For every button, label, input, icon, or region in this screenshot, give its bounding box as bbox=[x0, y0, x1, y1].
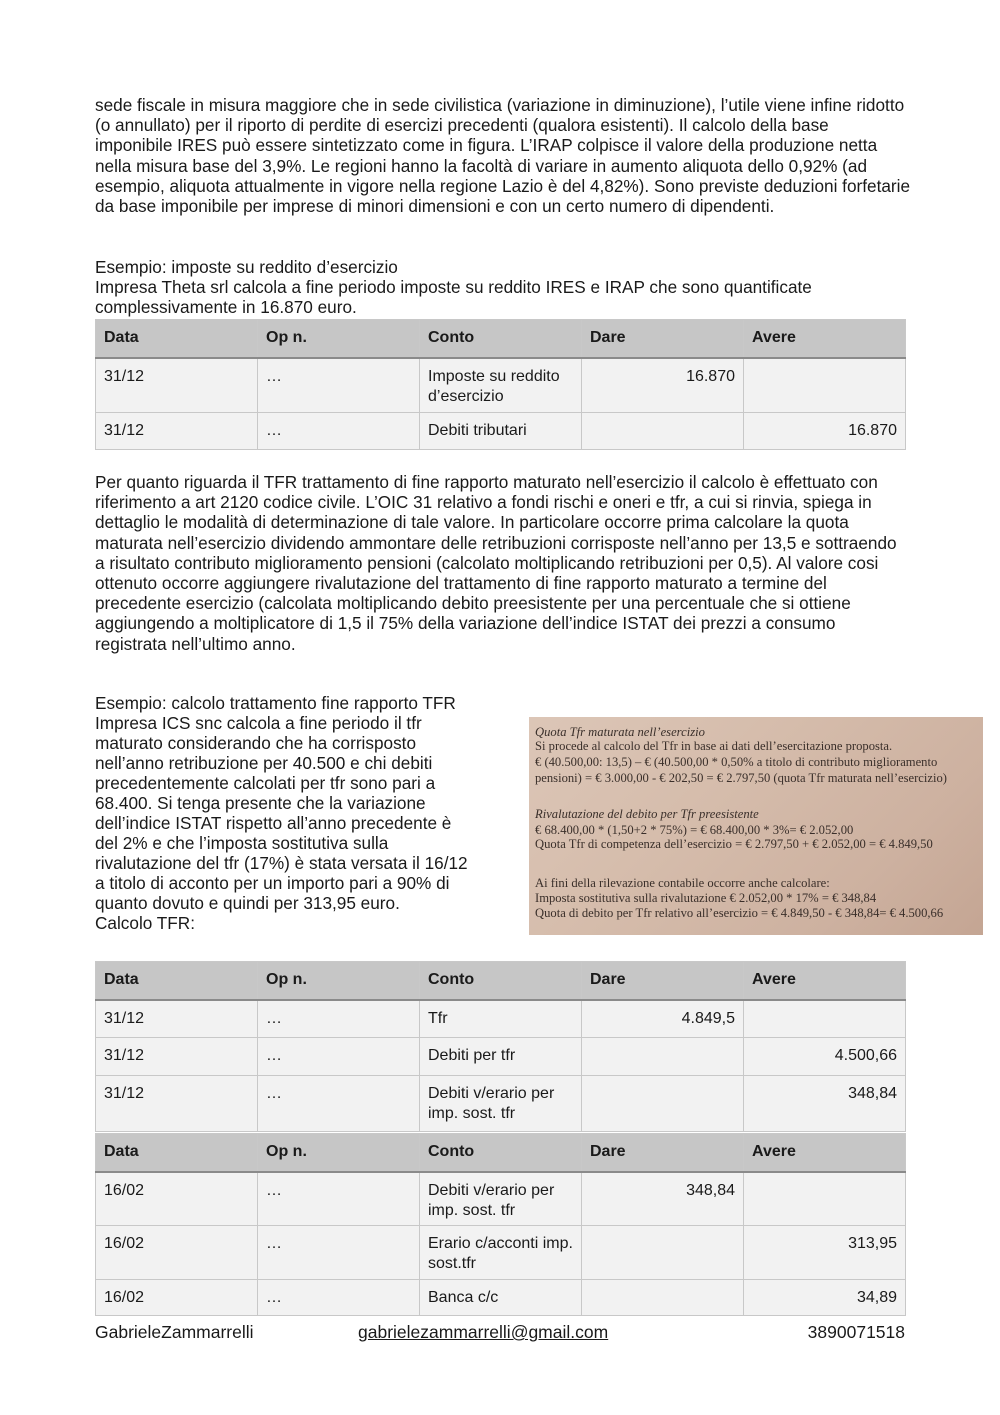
table-row bbox=[96, 1038, 906, 1076]
cell-op: … bbox=[258, 1226, 420, 1280]
cell-dare: 16.870 bbox=[582, 358, 744, 413]
cell-data: 31/12 bbox=[96, 413, 258, 450]
tfr-paragraph: Per quanto riguarda il TFR trattamento di fine rapporto maturato nell’esercizio il calcolo è effettuato con riferimento a art 2120 codice civile. L’OIC 31 relativo a fondi rischi e oneri e tfr, a cui si rinvia, spiega in dettaglio le modalità di determinazione di tale valore. In particolare occorre prima calcolare la quota maturata nell’esercizio dividendo ammontare delle retribuzioni corrisposte nell’anno per 13,5 e sottraendo a risultato contributo miglioramento pensioni (calcolato moltiplicando retribuzioni per 0,5). Al valore cosi ottenuto occorre aggiungere rivalutazione del trattamento di fine rapporto maturato a termine del precedente esercizio (calcolata moltiplicando debito preesistente per una percentuale che si ottiene aggiungendo a moltiplicatore di 1,5 il 75% della variazione dell’indice ISTAT dei prezzi a consumo registrata nell’ultimo anno. bbox=[95, 472, 897, 654]
cell-dare bbox=[582, 1038, 744, 1076]
cell-avere bbox=[744, 1172, 906, 1226]
cell-data: 31/12 bbox=[96, 1076, 258, 1132]
cell-data: 31/12 bbox=[96, 358, 258, 413]
example2-line: a titolo di acconto per un importo pari a 90% di bbox=[95, 873, 450, 893]
photo-line: Imposta sostitutiva sulla rivalutazione € 2.052,00 * 17% = € 348,84 bbox=[535, 891, 877, 905]
journal-table-imposte bbox=[95, 319, 906, 450]
cell-conto: Debiti tributari bbox=[420, 413, 582, 450]
cell-avere bbox=[744, 358, 906, 413]
cell-conto: Debiti v/erario per imp. sost. tfr bbox=[420, 1172, 582, 1226]
cell-data: 31/12 bbox=[96, 1000, 258, 1038]
header-data: Data bbox=[96, 962, 258, 1000]
header-op: Op n. bbox=[258, 1134, 420, 1172]
table-row bbox=[96, 358, 906, 413]
example2-line: del 2% e che l’imposta sostitutiva sulla bbox=[95, 833, 389, 853]
example2-line: quanto dovuto e quindi per 313,95 euro. bbox=[95, 893, 400, 913]
example2-line: nell’anno retribuzione per 40.500 e chi debiti bbox=[95, 753, 433, 773]
cell-op: … bbox=[258, 413, 420, 450]
example1-title: Esempio: imposte su reddito d’esercizio bbox=[95, 257, 398, 277]
header-avere: Avere bbox=[744, 320, 906, 358]
cell-op: … bbox=[258, 1280, 420, 1316]
cell-avere bbox=[744, 1000, 906, 1038]
header-op: Op n. bbox=[258, 962, 420, 1000]
header-dare: Dare bbox=[582, 1134, 744, 1172]
photo-line: Rivalutazione del debito per Tfr preesistente bbox=[535, 807, 759, 821]
cell-conto: Erario c/acconti imp. sost.tfr bbox=[420, 1226, 582, 1280]
table-header-row bbox=[96, 320, 906, 358]
example1-text: Impresa Theta srl calcola a fine periodo imposte su reddito IRES e IRAP che sono quantificate complessivamente in 16.870 euro. bbox=[95, 277, 812, 318]
example2-line: Esempio: calcolo trattamento fine rapporto TFR bbox=[95, 693, 456, 713]
photo-line: € (40.500,00: 13,5) – € (40.500,00 * 0,50% a titolo di contributo miglioramento bbox=[535, 755, 938, 769]
header-op: Op n. bbox=[258, 320, 420, 358]
photo-line: Quota Tfr maturata nell’esercizio bbox=[535, 725, 705, 739]
example2-line: Calcolo TFR: bbox=[95, 913, 195, 933]
cell-dare bbox=[582, 1226, 744, 1280]
cell-avere: 34,89 bbox=[744, 1280, 906, 1316]
cell-avere: 4.500,66 bbox=[744, 1038, 906, 1076]
header-dare: Dare bbox=[582, 962, 744, 1000]
table-row bbox=[96, 1172, 906, 1226]
header-dare: Dare bbox=[582, 320, 744, 358]
header-data: Data bbox=[96, 1134, 258, 1172]
cell-conto: Debiti per tfr bbox=[420, 1038, 582, 1076]
cell-dare bbox=[582, 1076, 744, 1132]
photo-line: Ai fini della rilevazione contabile occorre anche calcolare: bbox=[535, 876, 830, 890]
example2-line: dell’indice ISTAT rispetto all’anno precedente è bbox=[95, 813, 452, 833]
cell-data: 16/02 bbox=[96, 1226, 258, 1280]
table-row bbox=[96, 1000, 906, 1038]
cell-dare: 4.849,5 bbox=[582, 1000, 744, 1038]
cell-dare bbox=[582, 413, 744, 450]
photo-line: Quota Tfr di competenza dell’esercizio = € 2.797,50 + € 2.052,00 = € 4.849,50 bbox=[535, 837, 933, 851]
table-row bbox=[96, 413, 906, 450]
cell-dare: 348,84 bbox=[582, 1172, 744, 1226]
cell-conto: Debiti v/erario per imp. sost. tfr bbox=[420, 1076, 582, 1132]
cell-op: … bbox=[258, 1038, 420, 1076]
photo-line: € 68.400,00 * (1,50+2 * 75%) = € 68.400,00 * 3%= € 2.052,00 bbox=[535, 823, 854, 837]
header-conto: Conto bbox=[420, 962, 582, 1000]
table-row bbox=[96, 1226, 906, 1280]
author-phone: 3890071518 bbox=[807, 1322, 905, 1342]
example2-line: precedentemente calcolati per tfr sono pari a bbox=[95, 773, 436, 793]
cell-dare bbox=[582, 1280, 744, 1316]
header-data: Data bbox=[96, 320, 258, 358]
author-email-link[interactable]: gabrielezammarrelli@gmail.com bbox=[358, 1322, 609, 1342]
example2-line: rivalutazione del tfr (17%) è stata versata il 16/12 bbox=[95, 853, 468, 873]
cell-op: … bbox=[258, 1076, 420, 1132]
cell-avere: 16.870 bbox=[744, 413, 906, 450]
photo-line: pensioni) = € 3.000,00 - € 202,50 = € 2.797,50 (quota Tfr maturata nell’esercizio) bbox=[535, 771, 947, 785]
header-avere: Avere bbox=[744, 1134, 906, 1172]
header-conto: Conto bbox=[420, 320, 582, 358]
cell-data: 16/02 bbox=[96, 1172, 258, 1226]
table-row bbox=[96, 1076, 906, 1132]
table-header-row bbox=[96, 962, 906, 1000]
cell-op: … bbox=[258, 1172, 420, 1226]
cell-conto: Banca c/c bbox=[420, 1280, 582, 1316]
cell-data: 16/02 bbox=[96, 1280, 258, 1316]
photo-line: Si procede al calcolo del Tfr in base ai dati dell’esercitazione proposta. bbox=[535, 739, 893, 753]
intro-paragraph: sede fiscale in misura maggiore che in sede civilistica (variazione in diminuzione), l’utile viene infine ridotto (o annullato) per il riporto di perdite di esercizi precedenti (qualora esistenti). Il calcolo della base imponibile IRES può essere sintetizzato come in figura. L’IRAP colpisce il valore della produzione netta nella misura base del 3,9%. Le regioni hanno la facoltà di variare in aumento aliquota dello 0,92% (ad esempio, aliquota attualmente in vigore nella regione Lazio è del 4,82%). Sono previste deduzioni forfetarie da base imponibile per imprese di minori dimensioni e con un certo numero di dipendenti. bbox=[95, 95, 911, 217]
journal-table-versamento bbox=[95, 1133, 906, 1316]
example2-line: maturato considerando che ha corrisposto bbox=[95, 733, 417, 753]
cell-avere: 313,95 bbox=[744, 1226, 906, 1280]
cell-conto: Imposte su reddito d’esercizio bbox=[420, 358, 582, 413]
cell-op: … bbox=[258, 1000, 420, 1038]
photo-line: Quota di debito per Tfr relativo all’esercizio = € 4.849,50 - € 348,84= € 4.500,66 bbox=[535, 906, 944, 920]
example2-line: Impresa ICS snc calcola a fine periodo il tfr bbox=[95, 713, 422, 733]
cell-data: 31/12 bbox=[96, 1038, 258, 1076]
cell-op: … bbox=[258, 358, 420, 413]
header-avere: Avere bbox=[744, 962, 906, 1000]
author-name: GabrieleZammarrelli bbox=[95, 1322, 254, 1342]
cell-conto: Tfr bbox=[420, 1000, 582, 1038]
journal-table-tfr bbox=[95, 961, 906, 1132]
page-footer bbox=[95, 1322, 905, 1344]
cell-avere: 348,84 bbox=[744, 1076, 906, 1132]
table-row bbox=[96, 1280, 906, 1316]
table-header-row bbox=[96, 1134, 906, 1172]
header-conto: Conto bbox=[420, 1134, 582, 1172]
example2-line: 68.400. Si tenga presente che la variazione bbox=[95, 793, 426, 813]
textbook-photo bbox=[529, 717, 983, 935]
